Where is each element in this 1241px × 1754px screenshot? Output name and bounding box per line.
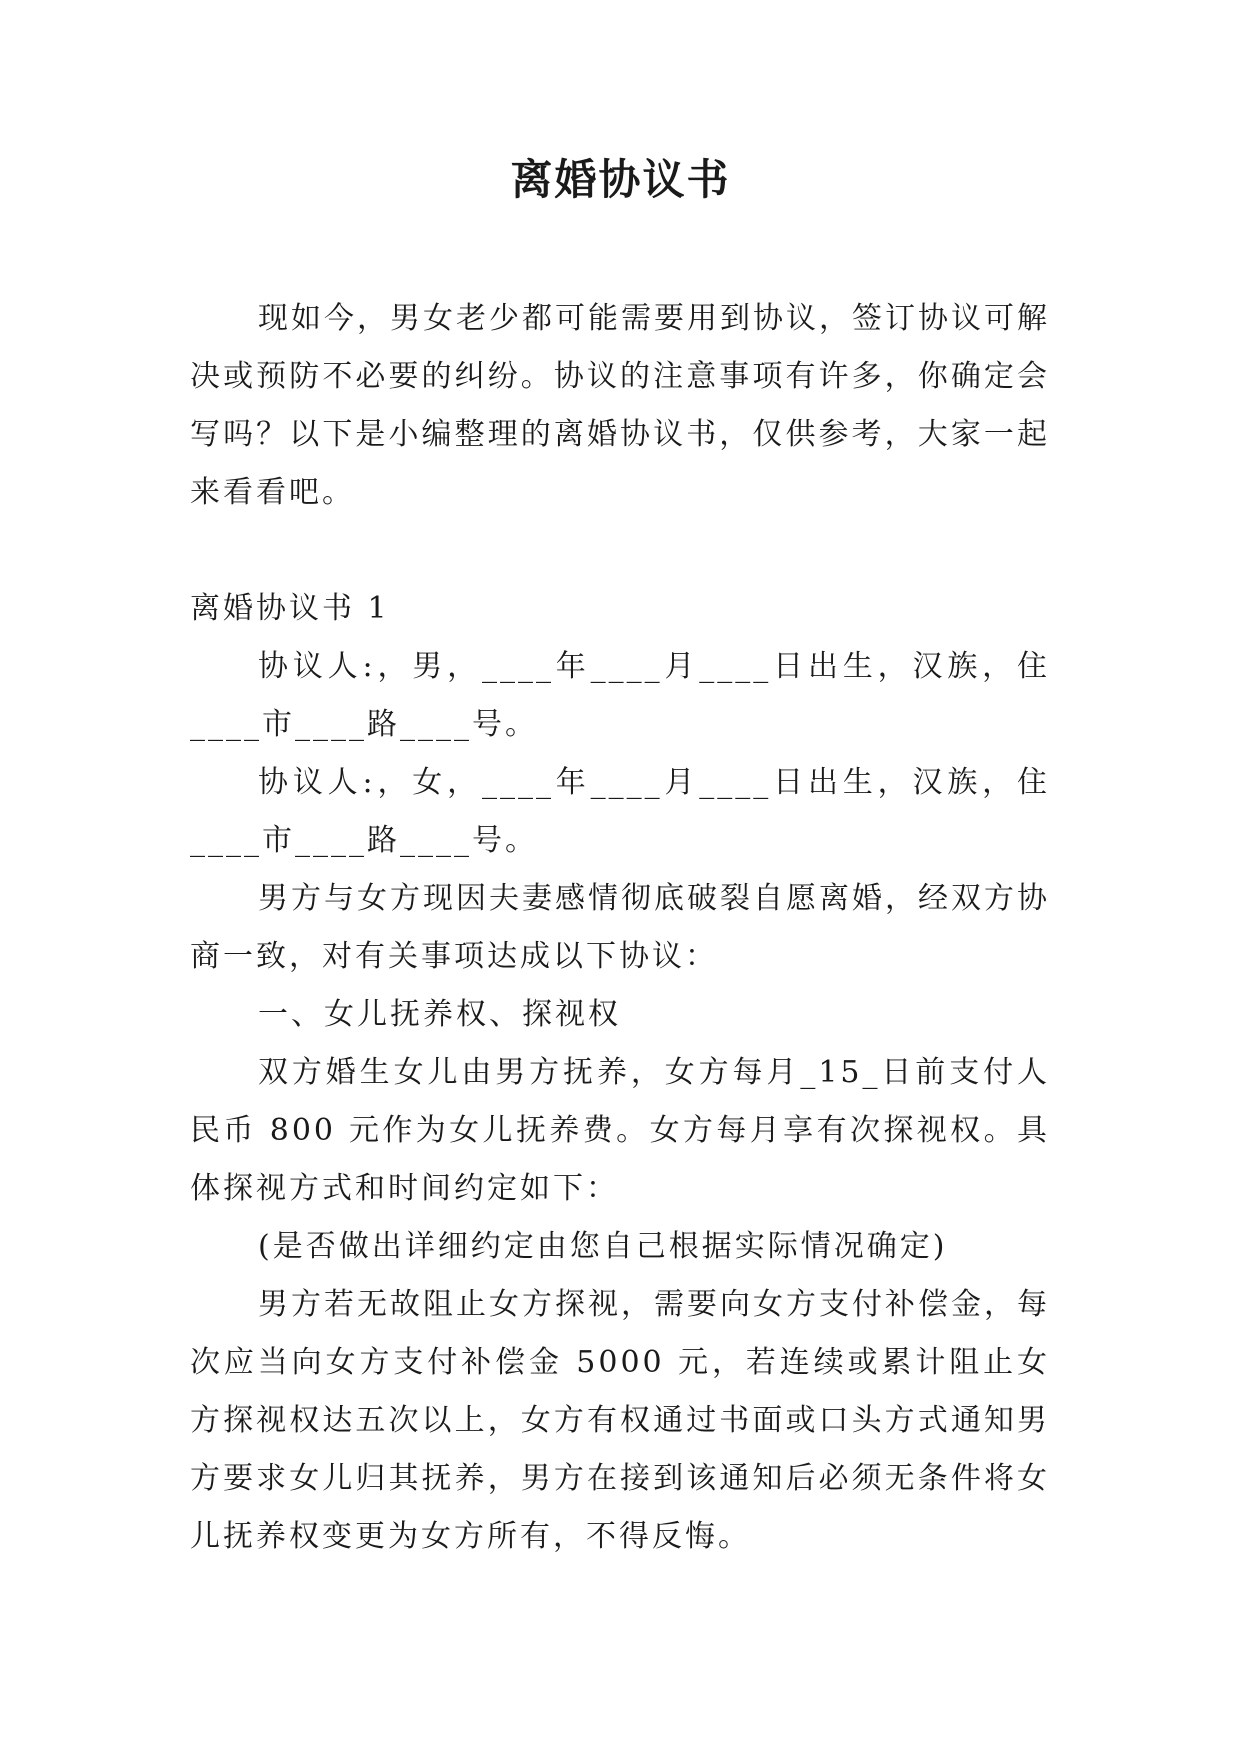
party-male-paragraph: 协议人:，男，____年____月____日出生，汉族，住____市____路____号。	[190, 649, 1050, 742]
preamble-paragraph: 男方与女方现因夫妻感情彻底破裂自愿离婚，经双方协商一致，对有关事项达成以下协议：	[190, 881, 1050, 974]
clause1-support-paragraph: 双方婚生女儿由男方抚养，女方每月_15_日前支付人民币 800 元作为女儿抚养费。女方每月享有次探视权。具体探视方式和时间约定如下：	[190, 1055, 1050, 1206]
clause1-heading: 一、女儿抚养权、探视权	[258, 997, 621, 1032]
section-heading: 离婚协议书 1	[190, 591, 390, 626]
clause1-note-paragraph: (是否做出详细约定由您自己根据实际情况确定)	[258, 1229, 948, 1264]
party-female-paragraph: 协议人:，女，____年____月____日出生，汉族，住____市____路____号。	[190, 765, 1050, 858]
document-title: 离婚协议书	[510, 155, 731, 204]
document-body	[190, 290, 1050, 1566]
intro-paragraph: 现如今，男女老少都可能需要用到协议，签订协议可解决或预防不必要的纠纷。协议的注意事项有许多，你确定会写吗？以下是小编整理的离婚协议书，仅供参考，大家一起来看看吧。	[190, 301, 1050, 510]
clause1-penalty-paragraph: 男方若无故阻止女方探视，需要向女方支付补偿金，每次应当向女方支付补偿金 5000 元，若连续或累计阻止女方探视权达五次以上，女方有权通过书面或口头方式通知男方要求女儿归其抚养，男方在接到该通知后必须无条件将女儿抚养权变更为女方所有，不得反悔。	[190, 1287, 1050, 1554]
